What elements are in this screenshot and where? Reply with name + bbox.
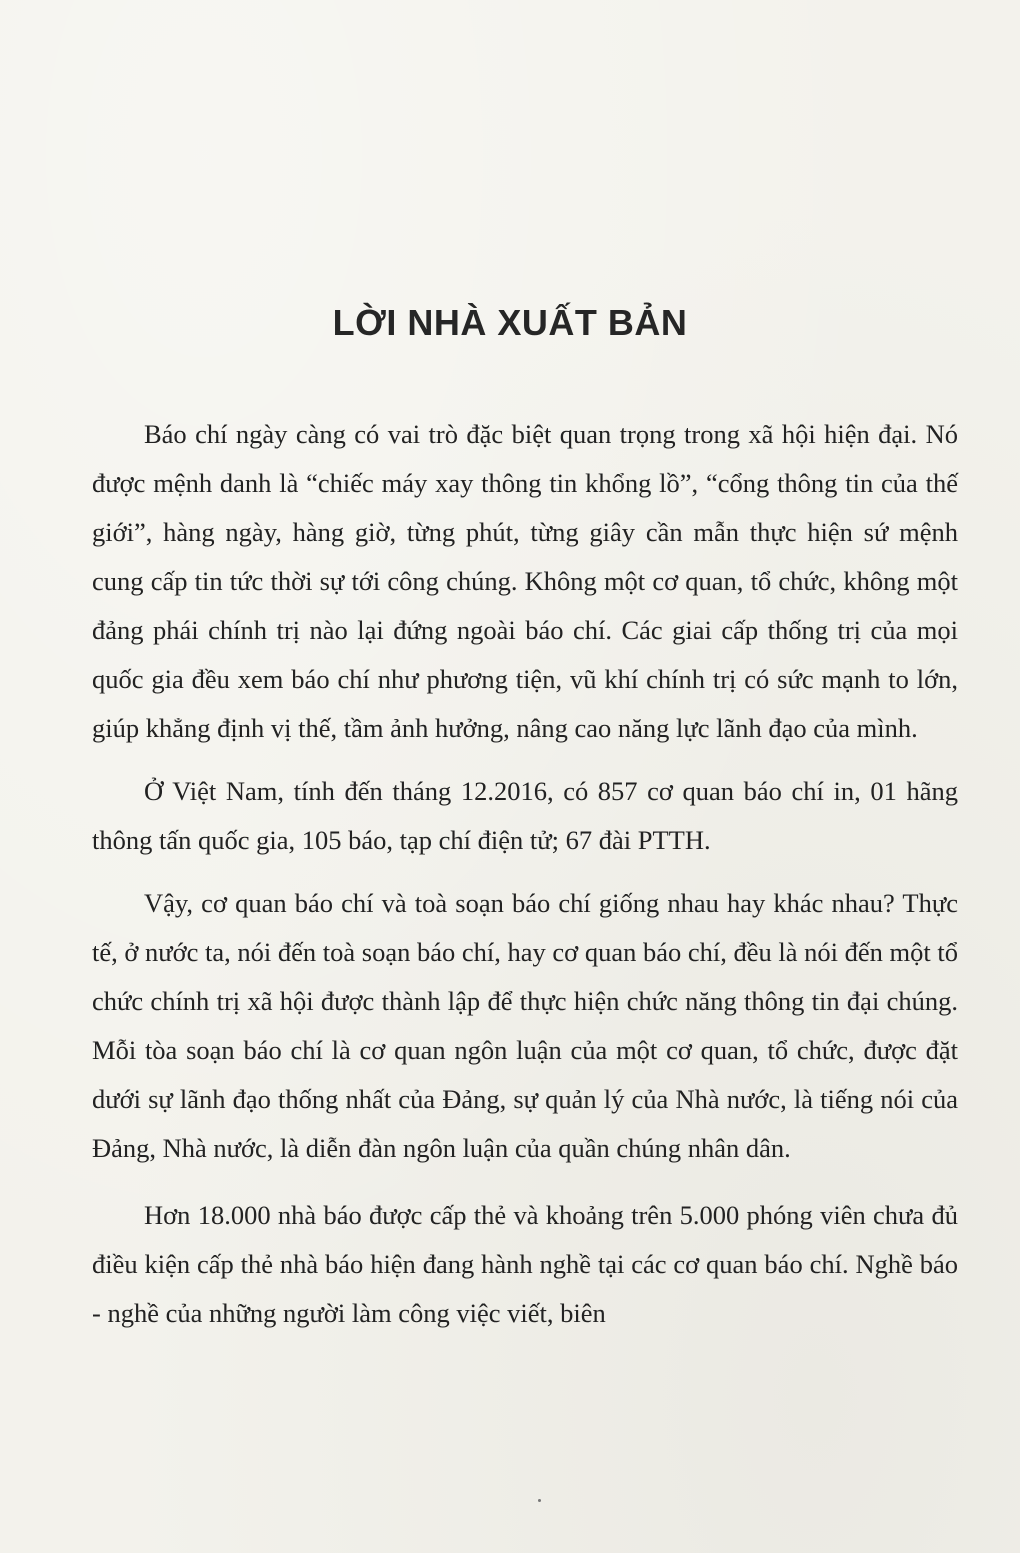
page-dot-mark (538, 1499, 541, 1502)
paragraph-2: Ở Việt Nam, tính đến tháng 12.2016, có 857 cơ quan báo chí in, 01 hãng thông tấn quốc gia, 105 báo, tạp chí điện tử; 67 đài PTTH. (92, 776, 958, 855)
paragraph-4: Hơn 18.000 nhà báo được cấp thẻ và khoảng trên 5.000 phóng viên chưa đủ điều kiện cấp thẻ nhà báo hiện đang hành nghề tại các cơ quan báo chí. Nghề báo - nghề của những người làm công việc viết, biên (92, 1200, 958, 1328)
page-title: LỜI NHÀ XUẤT BẢN (332, 302, 688, 343)
body-text (92, 410, 958, 1352)
paragraph-3: Vậy, cơ quan báo chí và toà soạn báo chí giống nhau hay khác nhau? Thực tế, ở nước ta, nói đến toà soạn báo chí, hay cơ quan báo chí, đều là nói đến một tổ chức chính trị xã hội được thành lập để thực hiện chức năng thông tin đại chúng. Mỗi tòa soạn báo chí là cơ quan ngôn luận của một cơ quan, tổ chức, được đặt dưới sự lãnh đạo thống nhất của Đảng, sự quản lý của Nhà nước, là tiếng nói của Đảng, Nhà nước, là diễn đàn ngôn luận của quần chúng nhân dân. (92, 888, 958, 1163)
paragraph-1: Báo chí ngày càng có vai trò đặc biệt quan trọng trong xã hội hiện đại. Nó được mệnh danh là “chiếc máy xay thông tin khổng lồ”, “cổng thông tin của thế giới”, hàng ngày, hàng giờ, từng phút, từng giây cần mẫn thực hiện sứ mệnh cung cấp tin tức thời sự tới công chúng. Không một cơ quan, tổ chức, không một đảng phái chính trị nào lại đứng ngoài báo chí. Các giai cấp thống trị của mọi quốc gia đều xem báo chí như phương tiện, vũ khí chính trị có sức mạnh to lớn, giúp khẳng định vị thế, tầm ảnh hưởng, nâng cao năng lực lãnh đạo của mình. (92, 419, 958, 743)
